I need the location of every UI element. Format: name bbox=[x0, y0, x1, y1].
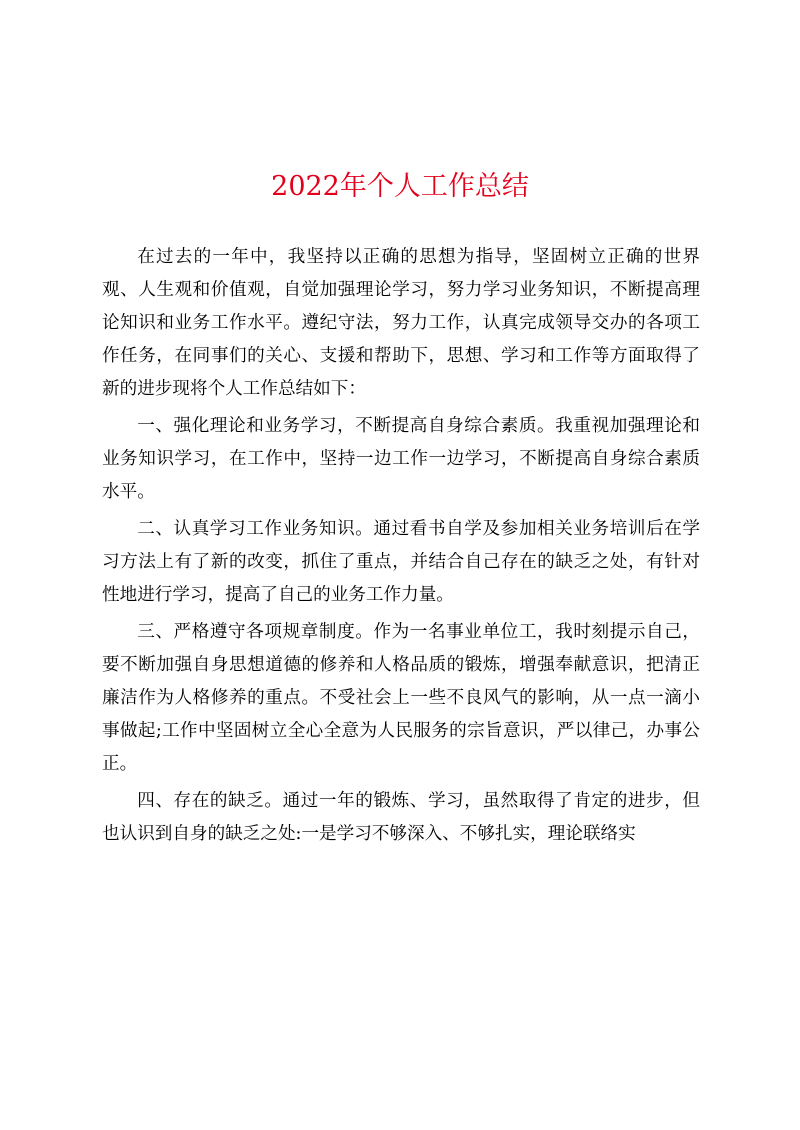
paragraph-section-2: 二、认真学习工作业务知识。通过看书自学及参加相关业务培训后在学习方法上有了新的改变，抓住了重点，并结合自己存在的缺乏之处，有针对性地进行学习，提高了自己的业务工作力量。 bbox=[102, 519, 700, 605]
document-title: 2022年个人工作总结 bbox=[271, 171, 529, 202]
paragraph-section-3: 三、严格遵守各项规章制度。作为一名事业单位工，我时刻提示自己，要不断加强自身思想道德的修养和人格品质的锻炼，增强奉献意识，把清正廉洁作为人格修养的重点。不受社会上一些不良风气的影响，从一点一滴小事做起;工作中坚固树立全心全意为人民服务的宗旨意识，严以律己，办事公正。 bbox=[102, 622, 700, 774]
document-body bbox=[102, 241, 700, 855]
paragraph-section-1: 一、强化理论和业务学习，不断提高自身综合素质。我重视加强理论和业务知识学习，在工作中，坚持一边工作一边学习，不断提高自身综合素质水平。 bbox=[102, 416, 700, 502]
paragraph-intro: 在过去的一年中，我坚持以正确的思想为指导，坚固树立正确的世界观、人生观和价值观，自觉加强理论学习，努力学习业务知识，不断提高理论知识和业务工作水平。遵纪守法，努力工作，认真完成领导交办的各项工作任务，在同事们的关心、支援和帮助下，思想、学习和工作等方面取得了新的进步现将个人工作总结如下： bbox=[102, 247, 700, 399]
paragraph-section-4: 四、存在的缺乏。通过一年的锻炼、学习，虽然取得了肯定的进步，但也认识到自身的缺乏之处:一是学习不够深入、不够扎实，理论联络实 bbox=[102, 791, 700, 844]
